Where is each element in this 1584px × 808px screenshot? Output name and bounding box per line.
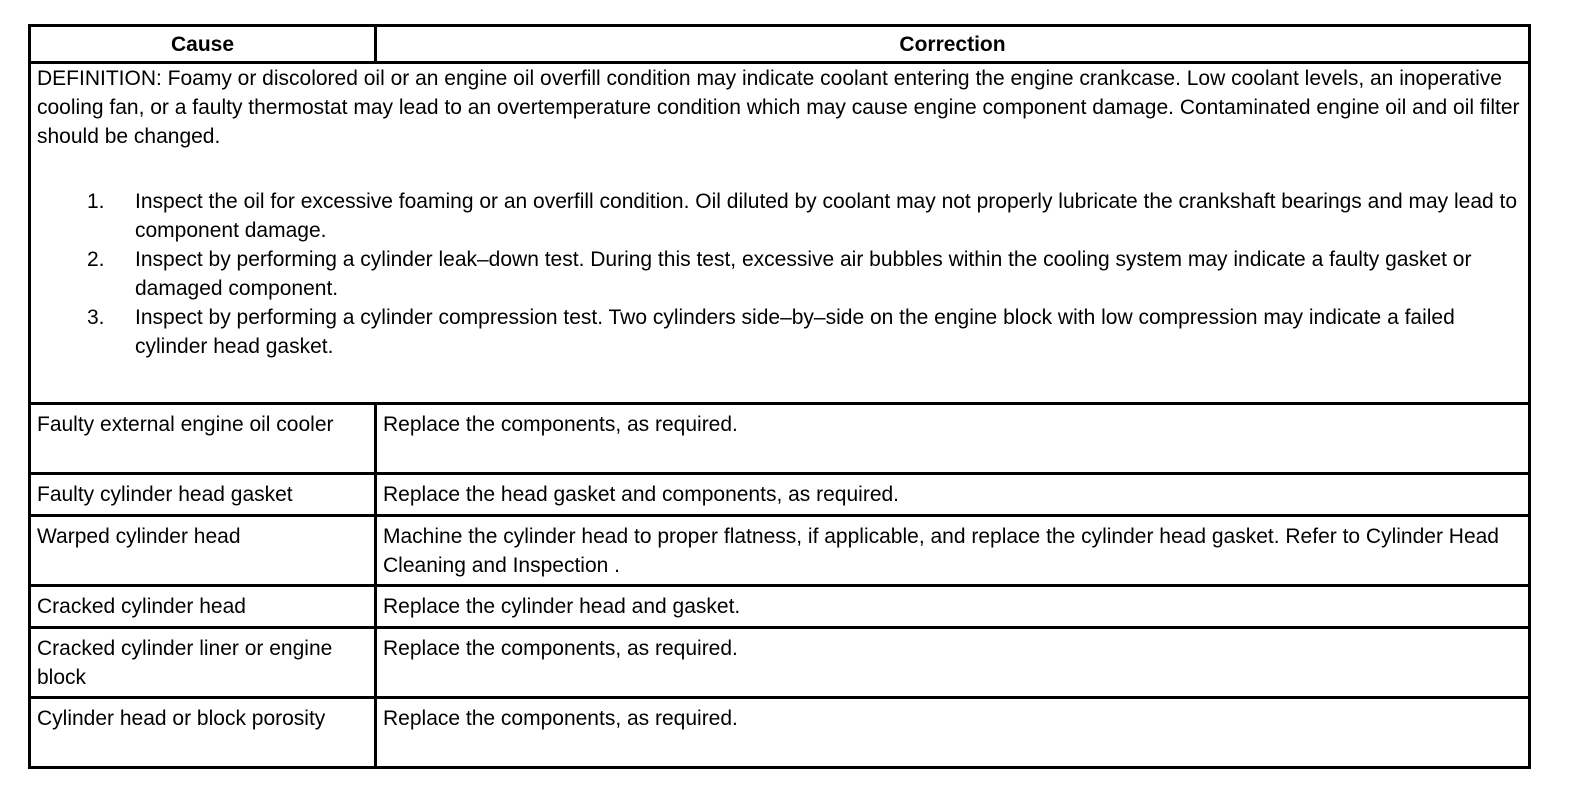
step-number: 3. xyxy=(87,306,105,329)
correction-cell: Replace the components, as required. xyxy=(376,698,1530,768)
cause-cell: Cylinder head or block porosity xyxy=(30,698,376,768)
step-item xyxy=(37,187,1522,245)
table-row xyxy=(30,516,1530,586)
step-text: Inspect by performing a cylinder compression test. Two cylinders side–by–side on the engine block with low compression may indicate a failed cylinder head gasket. xyxy=(135,306,1455,358)
definition-cell xyxy=(30,63,1530,404)
correction-cell: Replace the cylinder head and gasket. xyxy=(376,586,1530,628)
correction-cell: Machine the cylinder head to proper flatness, if applicable, and replace the cylinder head gasket. Refer to Cylinder Head Cleaning and Inspection . xyxy=(376,516,1530,586)
cause-cell: Warped cylinder head xyxy=(30,516,376,586)
table-row xyxy=(30,628,1530,698)
cause-cell: Cracked cylinder head xyxy=(30,586,376,628)
step-text: Inspect by performing a cylinder leak–down test. During this test, excessive air bubbles within the cooling system may indicate a faulty gasket or damaged component. xyxy=(135,248,1472,300)
table-row xyxy=(30,404,1530,474)
step-number: 2. xyxy=(87,248,105,271)
table-row xyxy=(30,586,1530,628)
definition-text: DEFINITION: Foamy or discolored oil or an engine oil overfill condition may indicate coolant entering the engine crankcase. Low coolant levels, an inoperative cooling fan, or a faulty thermostat may lead to an overtemperature condition which may cause engine component damage. Contaminated engine oil and oil filter should be changed. xyxy=(37,67,1520,148)
table-row xyxy=(30,698,1530,768)
correction-cell: Replace the head gasket and components, as required. xyxy=(376,474,1530,516)
cause-cell: Faulty cylinder head gasket xyxy=(30,474,376,516)
header-row xyxy=(30,26,1530,63)
cause-cell: Cracked cylinder liner or engine block xyxy=(30,628,376,698)
correction-cell: Replace the components, as required. xyxy=(376,404,1530,474)
diagnostic-table xyxy=(28,24,1531,769)
header-correction: Correction xyxy=(376,26,1530,63)
header-cause: Cause xyxy=(30,26,376,63)
step-item xyxy=(37,303,1522,361)
table-row xyxy=(30,474,1530,516)
step-number: 1. xyxy=(87,190,105,213)
step-text: Inspect the oil for excessive foaming or an overfill condition. Oil diluted by coolant may not properly lubricate the crankshaft bearings and may lead to component damage. xyxy=(135,190,1518,242)
cause-cell: Faulty external engine oil cooler xyxy=(30,404,376,474)
step-item xyxy=(37,245,1522,303)
correction-cell: Replace the components, as required. xyxy=(376,628,1530,698)
definition-row xyxy=(30,63,1530,404)
inspection-steps xyxy=(37,187,1522,361)
